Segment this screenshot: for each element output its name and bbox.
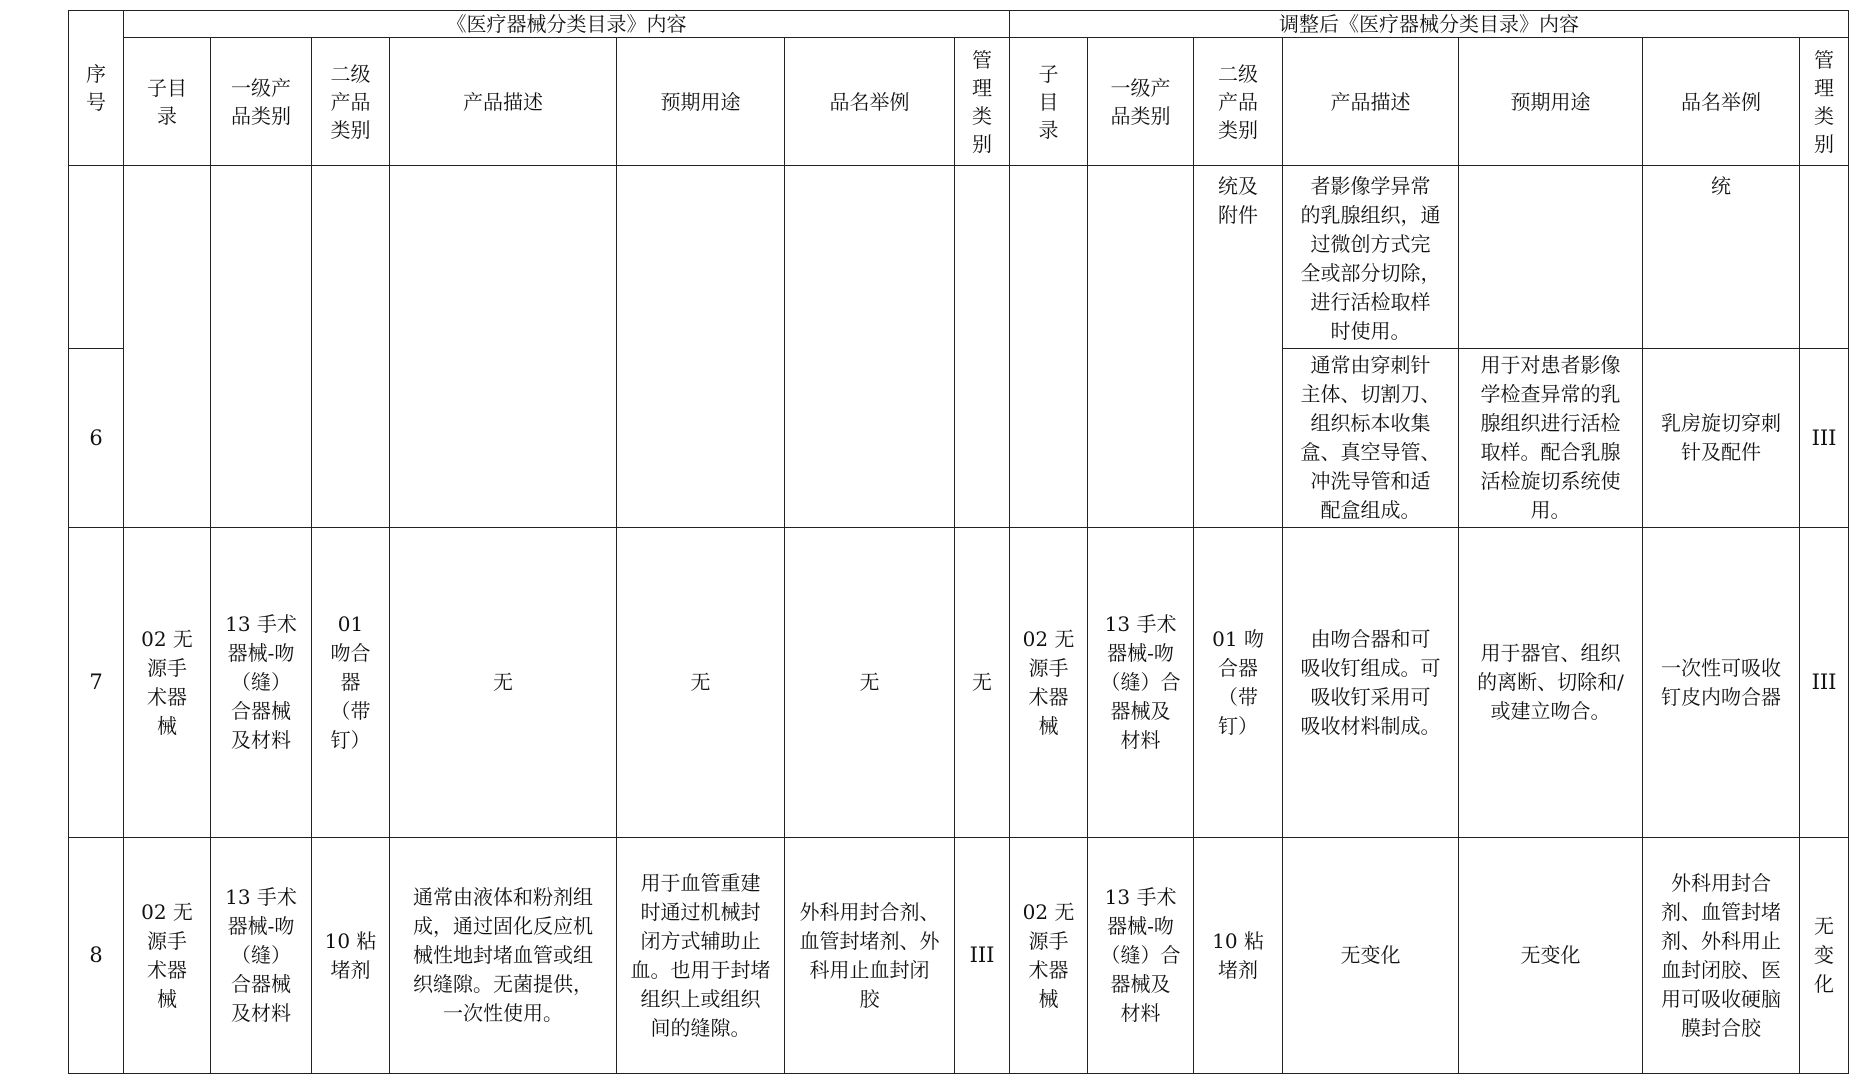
row7-adj-intended-use: 用于器官、组织 的离断、切除和/ 或建立吻合。 — [1459, 528, 1643, 838]
row6-adj-level1 — [1088, 166, 1194, 528]
row8-seq: 8 — [69, 838, 124, 1074]
row7-adj-level1: 13 手术 器械-吻 （缝）合 器械及 材料 — [1088, 528, 1194, 838]
row6-adj-level2: 统及 附件 — [1194, 166, 1283, 528]
row7-orig-examples: 无 — [785, 528, 955, 838]
row7-adj-subcatalog: 02 无 源手 术器 械 — [1010, 528, 1088, 838]
row8-orig-class: III — [955, 838, 1010, 1074]
row6-adj-class-b: III — [1800, 349, 1849, 528]
header-seq: 序 号 — [69, 11, 124, 166]
row6-adj-examples-b: 乳房旋切穿刺 针及配件 — [1643, 349, 1800, 528]
header-group-adjusted: 调整后《医疗器械分类目录》内容 — [1010, 11, 1849, 38]
row6-orig-intended-use — [617, 166, 785, 528]
row6-seq-top-empty — [69, 166, 124, 349]
row8-orig-level1: 13 手术 器械-吻 （缝） 合器械 及材料 — [211, 838, 312, 1074]
row8-orig-subcatalog: 02 无 源手 术器 械 — [124, 838, 211, 1074]
row8-adj-examples: 外科用封合 剂、血管封堵 剂、外科用止 血封闭胶、医 用可吸收硬脑 膜封合胶 — [1643, 838, 1800, 1074]
row8-adj-level1: 13 手术 器械-吻 （缝）合 器械及 材料 — [1088, 838, 1194, 1074]
row8-adj-intended-use: 无变化 — [1459, 838, 1643, 1074]
header-orig-level2: 二级 产品 类别 — [312, 38, 390, 166]
row7-orig-intended-use: 无 — [617, 528, 785, 838]
row8-orig-description: 通常由液体和粉剂组 成，通过固化反应机 械性地封堵血管或组 织缝隙。无菌提供， 一次性使用。 — [390, 838, 617, 1074]
header-adj-intended-use: 预期用途 — [1459, 38, 1643, 166]
header-orig-class: 管 理 类 别 — [955, 38, 1010, 166]
header-adj-level1: 一级产 品类别 — [1088, 38, 1194, 166]
header-adj-description: 产品描述 — [1283, 38, 1459, 166]
header-orig-level1: 一级产 品类别 — [211, 38, 312, 166]
row7-adj-level2: 01 吻 合器 （带 钉） — [1194, 528, 1283, 838]
row6-orig-examples — [785, 166, 955, 528]
header-adj-examples: 品名举例 — [1643, 38, 1800, 166]
row6-adj-description-b: 通常由穿刺针 主体、切割刀、 组织标本收集 盒、真空导管、 冲洗导管和适 配盒组成。 — [1283, 349, 1459, 528]
row6-adj-subcatalog — [1010, 166, 1088, 528]
row6-adj-intended-use-b: 用于对患者影像 学检查异常的乳 腺组织进行活检 取样。配合乳腺 活检旋切系统使 用。 — [1459, 349, 1643, 528]
header-orig-description: 产品描述 — [390, 38, 617, 166]
classification-adjustment-table — [68, 10, 1849, 1074]
header-orig-subcatalog: 子目 录 — [124, 38, 211, 166]
header-adj-subcatalog: 子 目 录 — [1010, 38, 1088, 166]
row7-adj-class: III — [1800, 528, 1849, 838]
header-orig-examples: 品名举例 — [785, 38, 955, 166]
row6-orig-level2 — [312, 166, 390, 528]
row6-orig-level1 — [211, 166, 312, 528]
table-row — [69, 166, 1849, 349]
row6-orig-description — [390, 166, 617, 528]
header-group-original: 《医疗器械分类目录》内容 — [124, 11, 1010, 38]
row7-seq: 7 — [69, 528, 124, 838]
row7-adj-examples: 一次性可吸收 钉皮内吻合器 — [1643, 528, 1800, 838]
header-adj-level2: 二级 产品 类别 — [1194, 38, 1283, 166]
header-orig-intended-use: 预期用途 — [617, 38, 785, 166]
row8-adj-subcatalog: 02 无 源手 术器 械 — [1010, 838, 1088, 1074]
row7-orig-level1: 13 手术 器械-吻 （缝） 合器械 及材料 — [211, 528, 312, 838]
row8-adj-level2: 10 粘 堵剂 — [1194, 838, 1283, 1074]
header-columns-row — [69, 38, 1849, 166]
row6-orig-subcatalog — [124, 166, 211, 528]
row6-adj-class-a — [1800, 166, 1849, 349]
row7-orig-level2: 01 吻合 器 （带 钉） — [312, 528, 390, 838]
row8-orig-intended-use: 用于血管重建 时通过机械封 闭方式辅助止 血。也用于封堵 组织上或组织 间的缝隙。 — [617, 838, 785, 1074]
row7-adj-description: 由吻合器和可 吸收钉组成。可 吸收钉采用可 吸收材料制成。 — [1283, 528, 1459, 838]
table-row — [69, 838, 1849, 1074]
header-group-row — [69, 11, 1849, 38]
row7-orig-class: 无 — [955, 528, 1010, 838]
row6-adj-description-a: 者影像学异常 的乳腺组织，通 过微创方式完 全或部分切除， 进行活检取样 时使用。 — [1283, 166, 1459, 349]
row8-orig-examples: 外科用封合剂、 血管封堵剂、外 科用止血封闭 胶 — [785, 838, 955, 1074]
classification-adjustment-table-container — [68, 10, 1849, 1074]
row8-adj-description: 无变化 — [1283, 838, 1459, 1074]
header-adj-class: 管 理 类 别 — [1800, 38, 1849, 166]
row6-adj-examples-a: 统 — [1643, 166, 1800, 349]
row8-orig-level2: 10 粘 堵剂 — [312, 838, 390, 1074]
row6-orig-class — [955, 166, 1010, 528]
row7-orig-subcatalog: 02 无 源手 术器 械 — [124, 528, 211, 838]
row6-seq: 6 — [69, 349, 124, 528]
row8-adj-class: 无 变 化 — [1800, 838, 1849, 1074]
table-row — [69, 528, 1849, 838]
row6-adj-intended-use-a — [1459, 166, 1643, 349]
row7-orig-description: 无 — [390, 528, 617, 838]
